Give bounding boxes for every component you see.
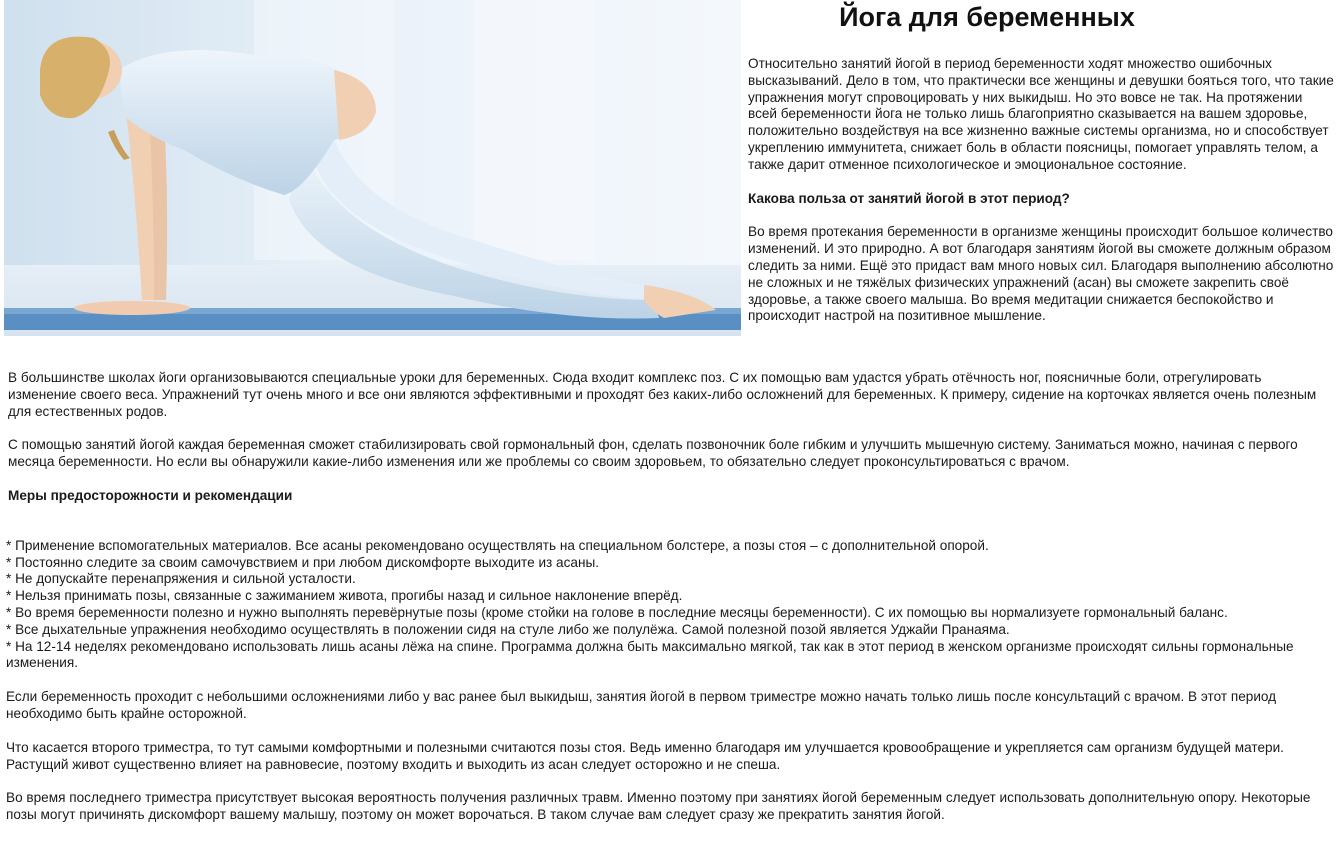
list-item: * На 12-14 неделях рекомендовано использовать лишь асаны лёжа на спине. Программа должна быть максимально мягкой, так как в этот период в женском организме происходят сильны гормональные изменения.: [6, 638, 1294, 671]
page-title: Йога для беременных: [839, 2, 1135, 32]
precautions-heading: Меры предосторожности и рекомендации: [8, 487, 293, 503]
hero-photo: [4, 0, 741, 336]
hormones-paragraph: С помощью занятий йогой каждая беременная сможет стабилизировать свой гормональный фон, сделать позвоночник боле гибким и улучшить мышечную систему. Заниматься можно, начиная с первого месяца беременности. Но если вы обнаружили какие-либо изменения или же проблемы со своим здоровьем, то обязательно следует проконсультироваться с врачом.: [8, 437, 1298, 470]
schools-paragraph: В большинстве школах йоги организовываются специальные уроки для беременных. Сюда входит комплекс поз. С их помощью вам удастся убрать отёчность ног, поясничные боли, отрегулировать изменение своего веса. Упражнений тут очень много и все они являются эффективными и проходят без каких-либо осложнений для беременных. К примеру, сидение на корточках является очень полезным для естественных родов.: [8, 370, 1317, 419]
list-item: * Применение вспомогательных материалов. Все асаны рекомендовано осуществлять на специальном болстере, а позы стоя – с дополнительной опорой.: [6, 537, 989, 553]
intro-column: [748, 56, 1334, 325]
benefit-paragraph: Во время протекания беременности в организме женщины происходит большое количество изменений. И это природно. А вот благодаря занятиям йогой вы сможете должным образом следить за ними. Ещё это придаст вам много новых сил. Благодаря выполнению абсолютно не сложных и не тяжёлых физических упражнений (асан) вы сможете закрепить своё здоровье, а также своего малыша. Во время медитации снижается беспокойство и происходит настрой на позитивное мышление.: [748, 224, 1334, 324]
list-item: * Во время беременности полезно и нужно выполнять перевёрнутые позы (кроме стойки на голове в последние месяцы беременности). С их помощью вы нормализуете гормональный баланс.: [6, 604, 1228, 620]
precautions-list: [6, 538, 1330, 672]
last-trimester-paragraph: Во время последнего триместра присутствует высокая вероятность получения различных травм. Именно поэтому при занятиях йогой беременным следует использовать дополнительную опору. Некоторые позы могут причинять дискомфорт вашему малышу, поэтому он может ворочаться. В таком случае вам следует сразу же прекратить занятия йогой.: [6, 790, 1311, 823]
second-trimester-paragraph: Что касается второго триместра, то тут самыми комфортными и полезными считаются позы стоя. Ведь именно благодаря им улучшается кровообращение и укрепляется сам организм будущей матери. Растущий живот существенно влияет на равновесие, поэтому входить и выходить из асан следует осторожно и не спеша.: [6, 739, 1284, 772]
intro-paragraph: Относительно занятий йогой в период беременности ходят множество ошибочных высказываний. Дело в том, что практически все женщины и девушки бояться того, что такие упражнения могут спровоцировать у них выкидыш. Но это вовсе не так. На протяжении всей беременности йога не только лишь благоприятно сказывается на вашем здоровье, положительно воздействуя на все жизненно важные системы организма, но и способствует укреплению иммунитета, снижает боль в области поясницы, помогает управлять телом, а также дарит отменное психологическое и эмоциональное состояние.: [748, 56, 1334, 172]
first-trimester-paragraph: Если беременность проходит с небольшими осложнениями либо у вас ранее был выкидыш, занятия йогой в первом триместре можно начать только лишь после консультаций с врачом. В этот период необходимо быть крайне осторожной.: [6, 689, 1277, 721]
list-item: * Нельзя принимать позы, связанные с зажиманием живота, прогибы назад и сильное наклонение вперёд.: [6, 588, 683, 604]
list-item: * Постоянно следите за своим самочувствием и при любом дискомфорте выходите из асаны.: [6, 554, 600, 570]
article-body: [8, 370, 1330, 824]
list-item: * Все дыхательные упражнения необходимо осуществлять в положении сидя на стуле либо же полулёжа. Самой полезной позой является Уджайи Пранаяма.: [6, 621, 1010, 637]
list-item: * Не допускайте перенапряжения и сильной усталости.: [6, 571, 356, 587]
benefit-heading: Какова польза от занятий йогой в этот период?: [748, 190, 1070, 206]
pregnant-yoga-illustration: [4, 0, 741, 336]
